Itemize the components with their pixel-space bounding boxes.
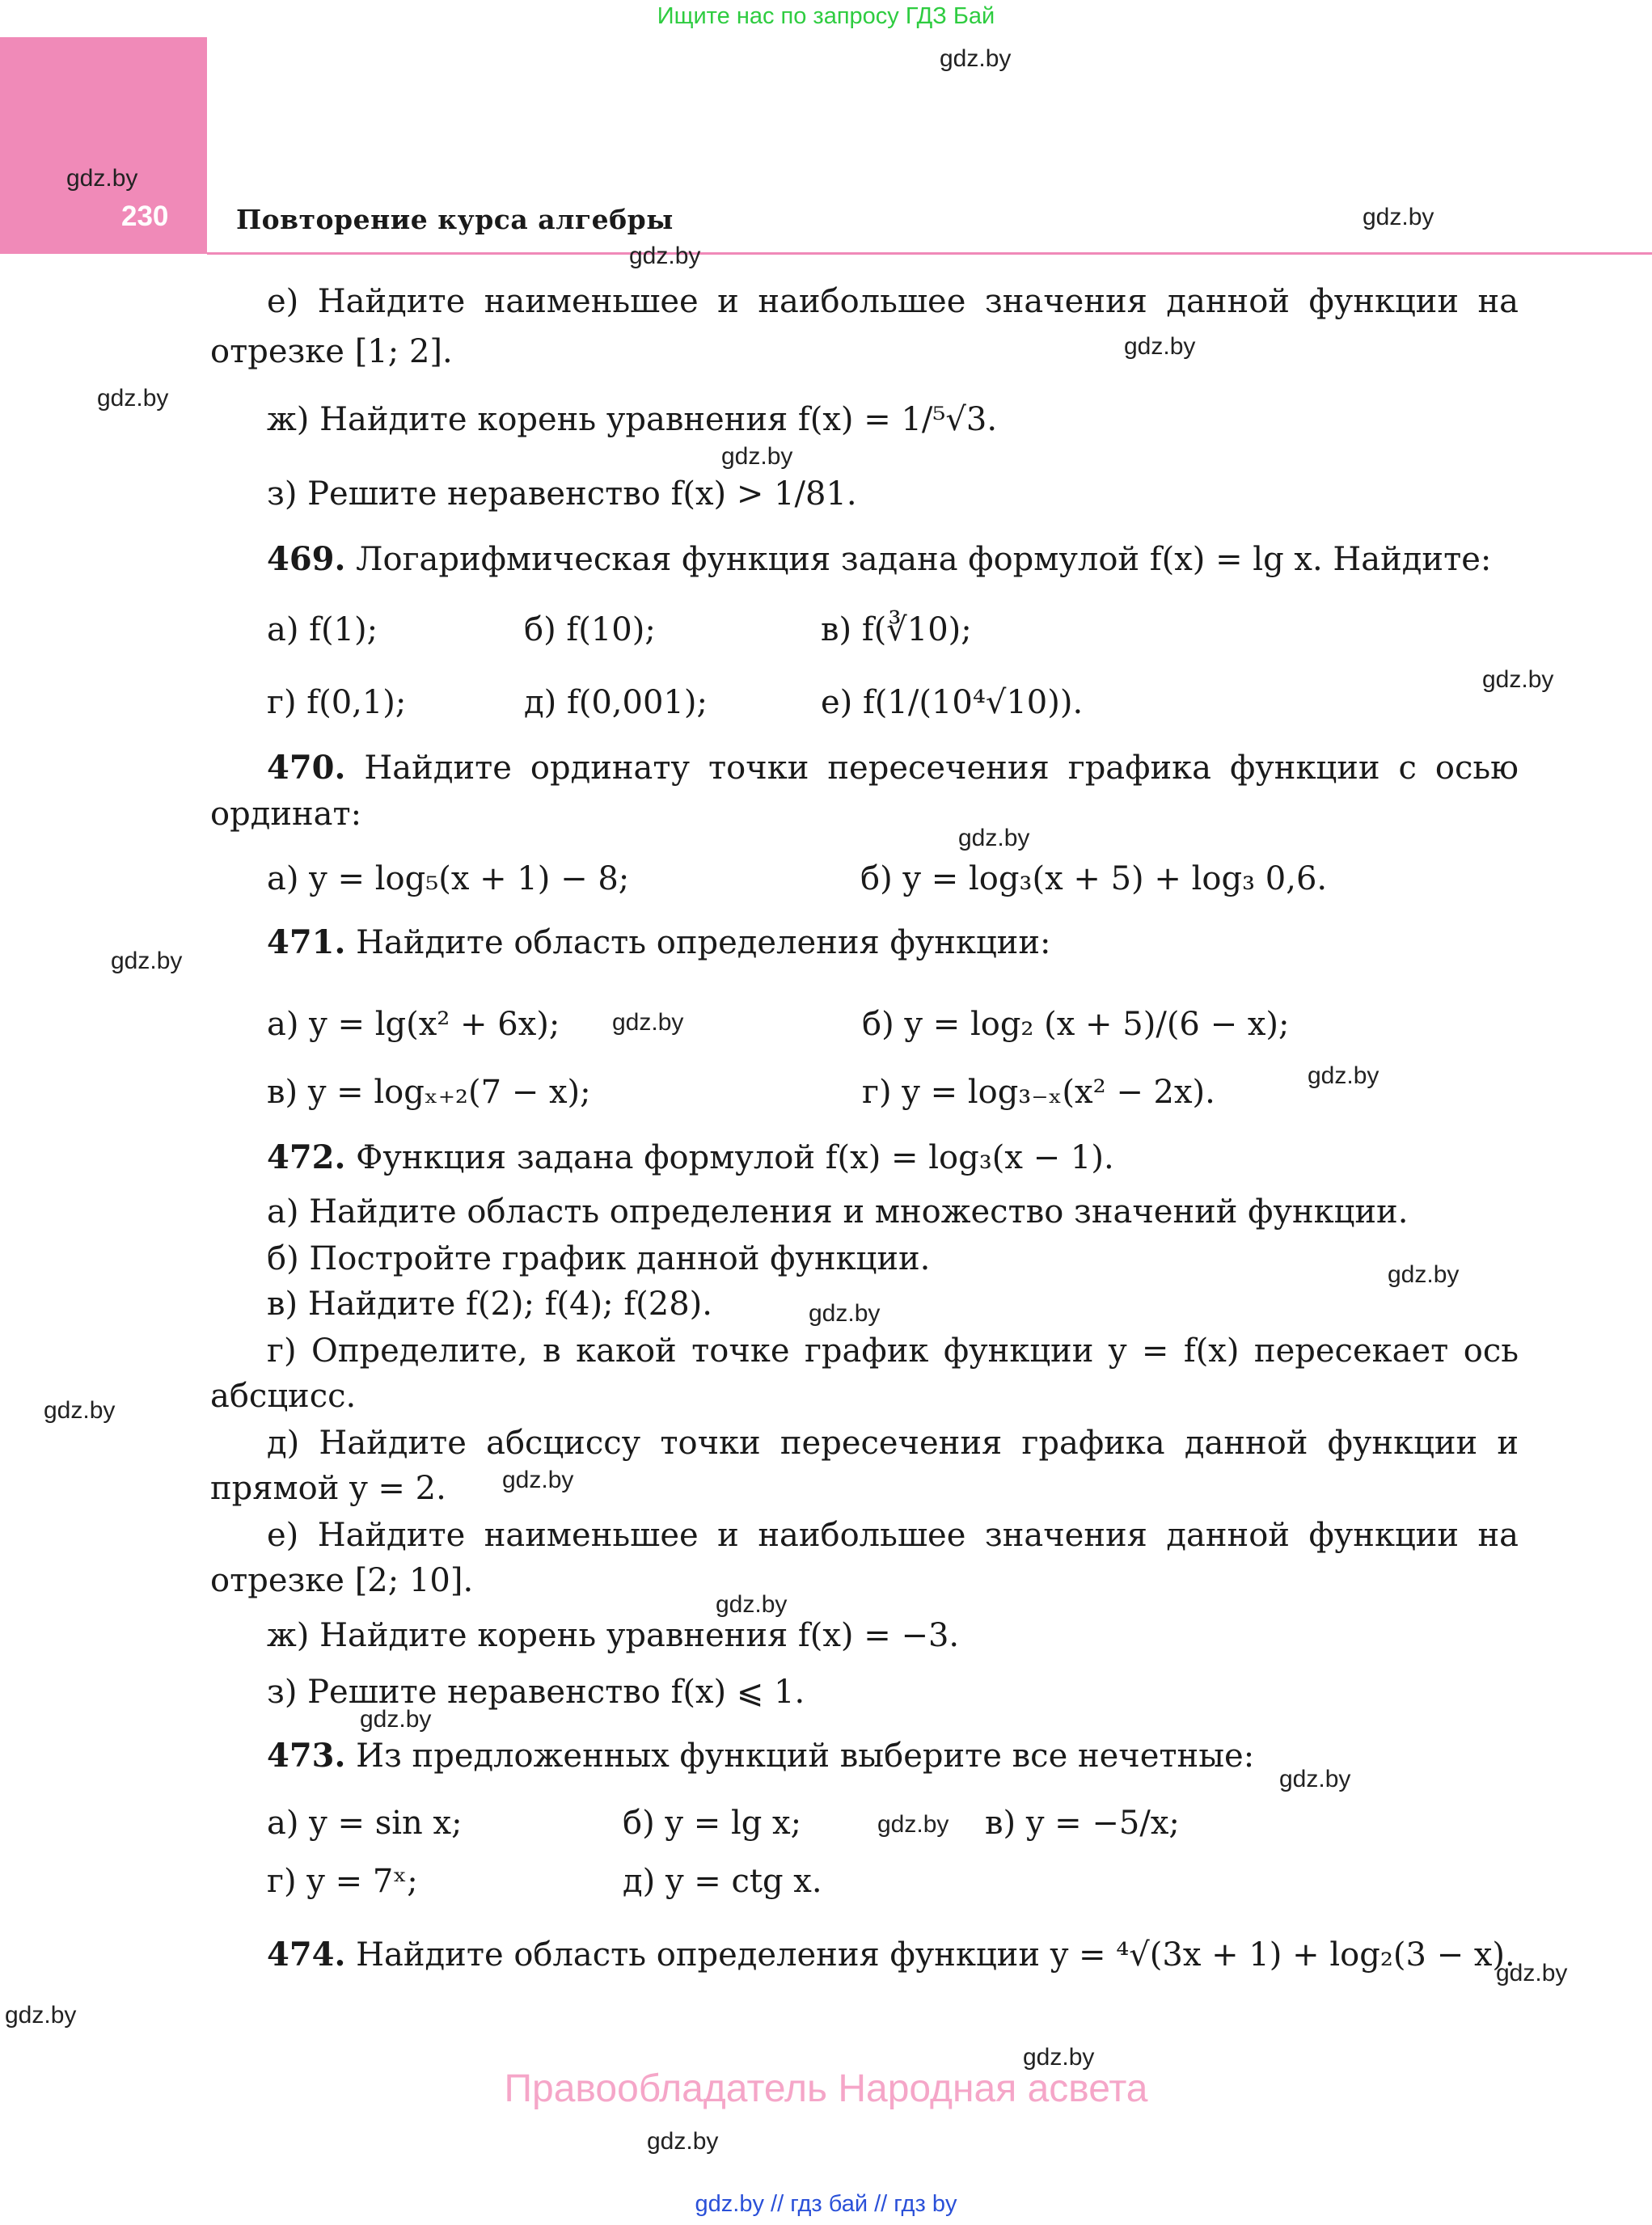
watermark: gdz.by xyxy=(1363,204,1434,230)
top-banner[interactable]: Ищите нас по запросу ГДЗ Бай xyxy=(657,3,995,29)
task-line: ж) Найдите корень уравнения f(x) = 1/⁵√3. xyxy=(267,401,998,438)
task-line: г) Определите, в какой точке график функции y = f(x) пересекает ось xyxy=(267,1332,1519,1370)
problem-474: 474. Найдите область определения функции y = ⁴√(3x + 1) + log₂(3 − x). xyxy=(267,1936,1515,1974)
watermark: gdz.by xyxy=(1388,1261,1460,1288)
watermark: gdz.by xyxy=(360,1706,432,1733)
footer-links[interactable]: gdz.by // гдз бай // гдз by xyxy=(695,2191,957,2217)
watermark: gdz.by xyxy=(5,2002,77,2029)
page-number: 230 xyxy=(121,201,169,232)
option-item: в) f(∛10); xyxy=(821,611,972,648)
watermark: gdz.by xyxy=(66,165,138,192)
problem-number: 474. xyxy=(267,1936,346,1974)
watermark: gdz.by xyxy=(958,825,1030,851)
watermark: gdz.by xyxy=(716,1591,788,1618)
option-item: в) y = −5/x; xyxy=(985,1805,1180,1842)
option-item: а) y = log₅(x + 1) − 8; xyxy=(267,860,630,897)
option-item: в) y = logₓ₊₂(7 − x); xyxy=(267,1074,591,1111)
watermark: gdz.by xyxy=(1279,1766,1351,1792)
option-item: б) y = lg x; xyxy=(623,1805,802,1842)
problem-number: 473. xyxy=(267,1737,346,1775)
watermark: gdz.by xyxy=(721,443,793,470)
page-corner-block xyxy=(0,37,207,254)
watermark: gdz.by xyxy=(629,243,701,269)
task-line: ординат: xyxy=(210,796,362,833)
watermark: gdz.by xyxy=(1023,2044,1095,2071)
header-rule xyxy=(207,252,1652,255)
task-line: абсцисс. xyxy=(210,1378,357,1415)
option-item: б) f(10); xyxy=(524,611,656,648)
problem-470: 470. Найдите ординату точки пересечения графика функции с осью xyxy=(267,749,1519,787)
watermark: gdz.by xyxy=(940,45,1012,72)
option-item: д) y = ctg x. xyxy=(623,1863,822,1900)
problem-number: 472. xyxy=(267,1138,346,1176)
watermark: gdz.by xyxy=(877,1811,949,1838)
watermark: gdz.by xyxy=(111,948,183,974)
problem-472: 472. Функция задана формулой f(x) = log₃(x − 1). xyxy=(267,1138,1114,1176)
task-line: отрезке [2; 10]. xyxy=(210,1562,474,1599)
watermark: gdz.by xyxy=(647,2128,719,2155)
copyright-notice: Правообладатель Народная асвета xyxy=(504,2067,1148,2110)
task-line: прямой y = 2. xyxy=(210,1470,446,1507)
problem-473: 473. Из предложенных функций выберите все нечетные: xyxy=(267,1737,1255,1775)
option-item: е) f(1/(10⁴√10)). xyxy=(821,684,1084,721)
task-line: д) Найдите абсциссу точки пересечения графика данной функции и xyxy=(267,1425,1519,1462)
option-item: г) f(0,1); xyxy=(267,684,407,721)
watermark: gdz.by xyxy=(502,1467,574,1493)
task-line: б) Постройте график данной функции. xyxy=(267,1240,931,1277)
option-item: б) y = log₂ (x + 5)/(6 − x); xyxy=(862,1006,1290,1043)
watermark: gdz.by xyxy=(612,1009,684,1036)
option-item: а) f(1); xyxy=(267,611,378,648)
watermark: gdz.by xyxy=(1124,333,1196,360)
option-item: а) y = lg(x² + 6x); xyxy=(267,1006,560,1043)
watermark: gdz.by xyxy=(809,1300,881,1327)
option-item: г) y = 7ˣ; xyxy=(267,1863,418,1900)
task-line: а) Найдите область определения и множество значений функции. xyxy=(267,1193,1409,1231)
task-line: отрезке [1; 2]. xyxy=(210,333,453,370)
option-item: б) y = log₃(x + 5) + log₃ 0,6. xyxy=(860,860,1328,897)
task-line: з) Решите неравенство f(x) ⩽ 1. xyxy=(267,1674,805,1711)
option-item: г) y = log₃₋ₓ(x² − 2x). xyxy=(862,1074,1215,1111)
task-line: з) Решите неравенство f(x) > 1/81. xyxy=(267,475,857,513)
option-item: а) y = sin x; xyxy=(267,1805,463,1842)
task-line: в) Найдите f(2); f(4); f(28). xyxy=(267,1286,712,1323)
problem-469: 469. Логарифмическая функция задана формулой f(x) = lg x. Найдите: xyxy=(267,540,1492,578)
option-item: д) f(0,001); xyxy=(524,684,708,721)
problem-471: 471. Найдите область определения функции: xyxy=(267,923,1051,961)
problem-number: 471. xyxy=(267,923,346,961)
problem-number: 469. xyxy=(267,540,346,578)
task-line: е) Найдите наименьшее и наибольшее значения данной функции на xyxy=(267,283,1519,320)
problem-number: 470. xyxy=(267,749,346,787)
watermark: gdz.by xyxy=(1496,1960,1568,1986)
watermark: gdz.by xyxy=(97,385,169,412)
task-line: ж) Найдите корень уравнения f(x) = −3. xyxy=(267,1617,960,1654)
task-line: е) Найдите наименьшее и наибольшее значения данной функции на xyxy=(267,1517,1519,1554)
watermark: gdz.by xyxy=(1482,666,1554,693)
watermark: gdz.by xyxy=(44,1397,116,1424)
section-title: Повторение курса алгебры xyxy=(236,204,674,235)
watermark: gdz.by xyxy=(1308,1062,1379,1089)
